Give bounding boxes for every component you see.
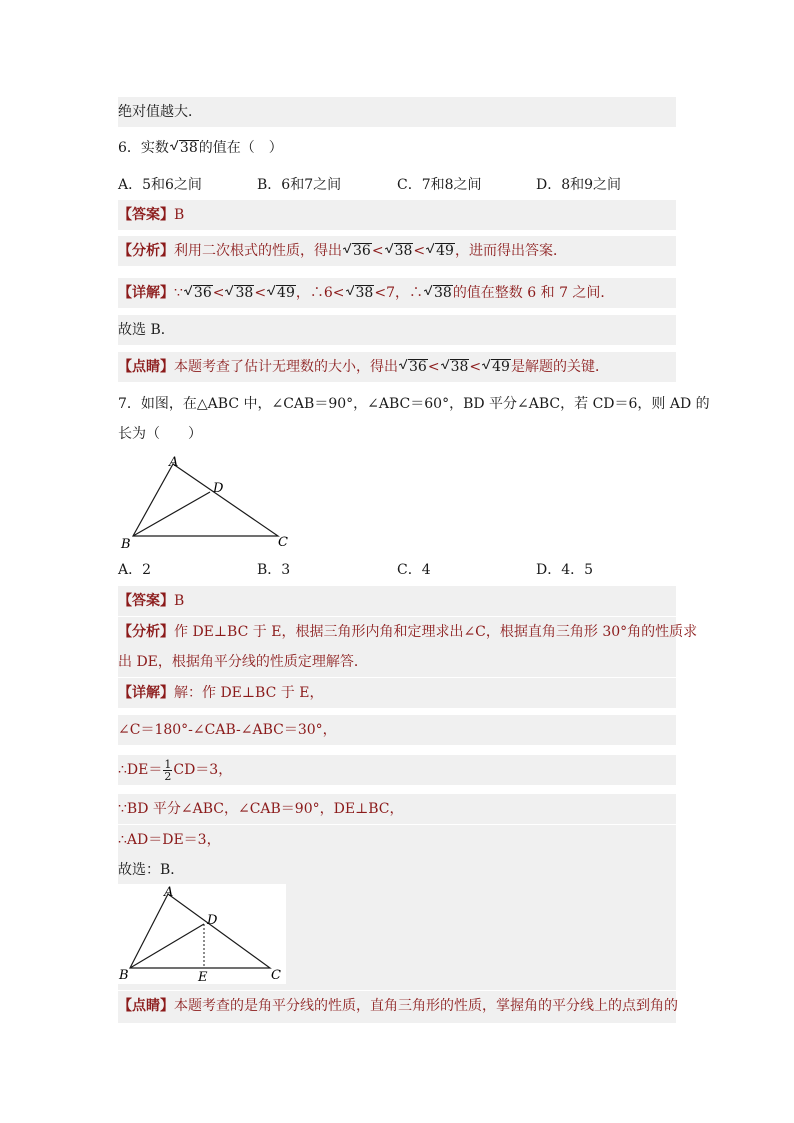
sqrt-38: 38 (170, 133, 199, 163)
q6-choose: 故选 B． (118, 315, 676, 345)
radical-sign-icon (267, 285, 276, 295)
label-e: E (198, 970, 208, 984)
radical-sign-icon (170, 140, 179, 150)
q7-detail-line1: 【详解】解：作 DE⊥BC 于 E， (118, 678, 676, 708)
sqrt-49: 49 (426, 236, 455, 266)
q7-figure (118, 452, 298, 552)
q7-analysis-line2: 出 DE，根据角平分线的性质定理解答． (118, 647, 676, 677)
sqrt-38: 38 (424, 278, 453, 308)
label-a: A (164, 885, 174, 900)
q7-options (118, 555, 676, 585)
q7-solution-figure (118, 884, 286, 984)
sqrt-38: 38 (346, 278, 375, 308)
radical-sign-icon (385, 243, 394, 253)
sqrt-49: 49 (267, 278, 296, 308)
q7-comment: 【点睛】本题考查的是角平分线的性质，直角三角形的性质，掌握角的平分线上的点到角的 (118, 991, 676, 1023)
label-b: B (121, 537, 131, 552)
option-c: C．7和8之间 (397, 177, 482, 193)
q6-detail: 【详解】∵ 36< 38< 49，∴6< 38<7，∴ 38的值在整数 6 和 7 之间． (118, 278, 676, 308)
q6-stem: 6．实数 38的值在（ ） (118, 133, 676, 163)
label-d: D (207, 913, 218, 928)
q7-detail-line6: 故选：B． (118, 855, 676, 885)
radical-sign-icon (225, 285, 234, 295)
radical-sign-icon (343, 243, 352, 253)
q6-analysis: 【分析】利用二次根式的性质，得出 36< 38< 49，进而得出答案． (118, 236, 676, 266)
radical-sign-icon (424, 285, 433, 295)
radical-sign-icon (441, 359, 450, 369)
q7-solution-figure-area (118, 884, 676, 990)
fraction-one-half: $\frac{1}{2}$ (164, 757, 172, 783)
sqrt-36: 36 (184, 278, 213, 308)
sqrt-49: 49 (482, 352, 511, 382)
sqrt-36: 36 (343, 236, 372, 266)
triangle-abc (133, 464, 278, 536)
option-b: B．6和7之间 (257, 177, 342, 193)
radical-sign-icon (399, 359, 408, 369)
q7-stem-line2: 长为（ ） (118, 426, 202, 442)
sqrt-38: 38 (225, 278, 254, 308)
triangle-abc (130, 894, 270, 968)
continuation-text: 绝对值越大． (118, 97, 676, 127)
q7-detail-line5: ∴AD＝DE＝3， (118, 825, 676, 855)
q7-detail-line2: ∠C＝180°-∠CAB-∠ABC＝30°， (118, 715, 676, 745)
option-a: A．2 (118, 562, 152, 578)
label-d: D (213, 481, 224, 496)
radical-sign-icon (426, 243, 435, 253)
radical-sign-icon (482, 359, 491, 369)
q6-options (118, 170, 676, 200)
sqrt-36: 36 (399, 352, 428, 382)
option-d: D．8和9之间 (536, 177, 622, 193)
label-c: C (271, 968, 281, 983)
label-c: C (278, 535, 288, 550)
sqrt-38: 38 (441, 352, 470, 382)
q7-answer: 【答案】B (118, 586, 676, 616)
q7-detail-line4: ∵BD 平分∠ABC，∠CAB＝90°，DE⊥BC， (118, 794, 676, 824)
option-a: A．5和6之间 (118, 177, 202, 193)
label-a: A (169, 455, 179, 470)
q7-detail-line3: ∴DE＝ $\frac{1}{2}$ CD＝3， (118, 755, 676, 785)
radical-sign-icon (184, 285, 193, 295)
label-b: B (119, 968, 129, 983)
option-c: C．4 (397, 562, 431, 578)
option-b: B．3 (257, 562, 291, 578)
q6-answer: 【答案】B (118, 200, 676, 230)
option-d: D．4．5 (536, 562, 594, 578)
q7-analysis-line1: 【分析】作 DE⊥BC 于 E，根据三角形内角和定理求出∠C，根据直角三角形 30°角的性质求 (118, 617, 676, 647)
q6-comment: 【点睛】本题考查了估计无理数的大小，得出 36< 38< 49是解题的关键． (118, 352, 676, 382)
radical-sign-icon (346, 285, 355, 295)
q7-stem-line1: 7．如图，在△ABC 中，∠CAB＝90°，∠ABC＝60°，BD 平分∠ABC，若 CD＝6，则 AD 的 (118, 396, 710, 412)
sqrt-38: 38 (385, 236, 414, 266)
